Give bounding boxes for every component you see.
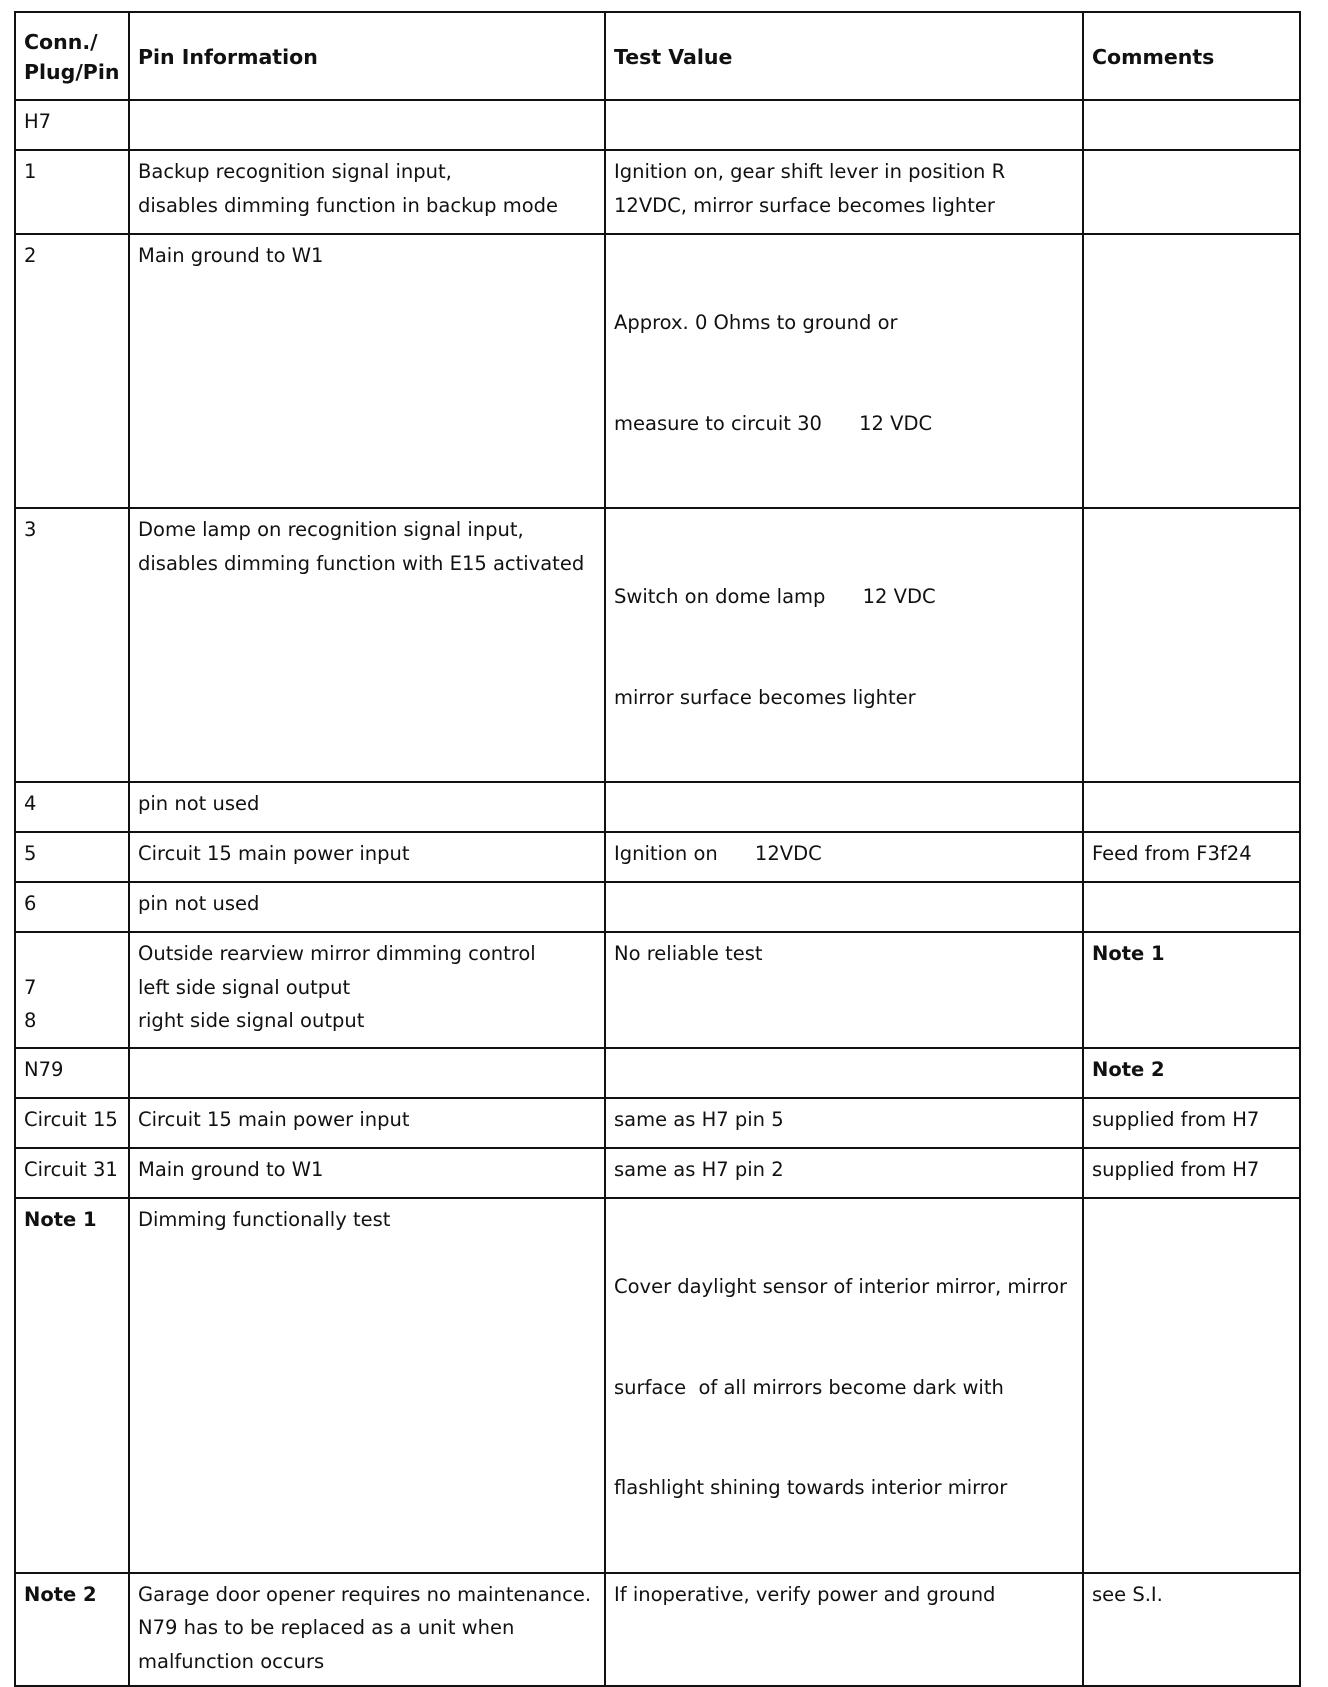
test-cell bbox=[605, 832, 1083, 882]
comment-cell bbox=[1083, 882, 1300, 932]
conn-cell bbox=[15, 1148, 129, 1198]
info-cell bbox=[129, 1048, 605, 1098]
table-row bbox=[15, 1048, 1300, 1098]
header-test-value: Test Value bbox=[605, 12, 1083, 100]
cell-text: Outside rearview mirror dimming control bbox=[138, 942, 536, 965]
note-label: Note 1 bbox=[24, 1208, 97, 1231]
test-cell bbox=[605, 782, 1083, 832]
info-cell bbox=[129, 100, 605, 150]
table-row bbox=[15, 1148, 1300, 1198]
test-cell bbox=[605, 1573, 1083, 1686]
table-row bbox=[15, 1098, 1300, 1148]
conn-cell bbox=[15, 234, 129, 508]
conn-cell bbox=[15, 832, 129, 882]
note-reference: Note 1 bbox=[1092, 942, 1165, 965]
comment-cell bbox=[1083, 1198, 1300, 1573]
cell-text: Circuit 31 bbox=[24, 1158, 118, 1181]
test-cell bbox=[605, 1098, 1083, 1148]
conn-cell bbox=[15, 1573, 129, 1686]
cell-text: If inoperative, verify power and ground bbox=[614, 1582, 996, 1606]
cell-text: supplied from H7 bbox=[1092, 1108, 1260, 1131]
cell-text: 5 bbox=[24, 842, 37, 865]
table-row bbox=[15, 234, 1300, 508]
cell-text: Dome lamp on recognition signal input, bbox=[138, 518, 524, 541]
cell-text: Ignition on 12VDC bbox=[614, 842, 822, 865]
cell-text: see S.I. bbox=[1092, 1582, 1163, 1606]
info-cell bbox=[129, 1573, 605, 1686]
header-text: Plug/Pin bbox=[24, 60, 120, 84]
cell-text: measure to circuit 30 12 VDC bbox=[614, 411, 933, 435]
cell-text: disables dimming function in backup mode bbox=[138, 193, 559, 217]
header-pin-information: Pin Information bbox=[129, 12, 605, 100]
comment-cell bbox=[1083, 1048, 1300, 1098]
cell-text: malfunction occurs bbox=[138, 1649, 325, 1673]
table-row bbox=[15, 932, 1300, 1048]
conn-cell bbox=[15, 508, 129, 782]
info-cell bbox=[129, 832, 605, 882]
comment-cell bbox=[1083, 508, 1300, 782]
cell-text: Feed from F3f24 bbox=[1092, 842, 1252, 865]
cell-text: Dimming functionally test bbox=[138, 1208, 391, 1231]
table-row bbox=[15, 1198, 1300, 1573]
cell-text: N79 bbox=[24, 1058, 64, 1081]
conn-cell bbox=[15, 1048, 129, 1098]
cell-text: Garage door opener requires no maintenance. bbox=[138, 1582, 592, 1606]
cell-text: Main ground to W1 bbox=[138, 244, 324, 267]
cell-text bbox=[24, 937, 121, 971]
header-text: Conn./ bbox=[24, 30, 98, 54]
comment-cell bbox=[1083, 932, 1300, 1048]
cell-text: supplied from H7 bbox=[1092, 1158, 1260, 1181]
test-cell bbox=[605, 1148, 1083, 1198]
info-cell bbox=[129, 508, 605, 782]
conn-cell bbox=[15, 882, 129, 932]
table-row bbox=[15, 150, 1300, 234]
cell-text: right side signal output bbox=[138, 1009, 365, 1032]
comment-cell bbox=[1083, 832, 1300, 882]
info-cell bbox=[129, 234, 605, 508]
cell-text: left side signal output bbox=[138, 975, 351, 999]
cell-text: surface of all mirrors become dark with bbox=[614, 1375, 1004, 1399]
cell-text: No reliable test bbox=[614, 942, 763, 965]
cell-text: 12VDC, mirror surface becomes lighter bbox=[614, 193, 995, 217]
cell-text: 1 bbox=[24, 160, 37, 183]
conn-cell bbox=[15, 1098, 129, 1148]
comment-cell bbox=[1083, 100, 1300, 150]
table-row bbox=[15, 100, 1300, 150]
cell-text: Main ground to W1 bbox=[138, 1158, 324, 1181]
cell-text: mirror surface becomes lighter bbox=[614, 685, 916, 709]
cell-text: 4 bbox=[24, 792, 37, 815]
cell-text: Switch on dome lamp 12 VDC bbox=[614, 585, 936, 608]
cell-text: pin not used bbox=[138, 792, 260, 815]
table-header-row bbox=[15, 12, 1300, 100]
pin-information-table bbox=[14, 11, 1301, 1687]
cell-text: disables dimming function with E15 activated bbox=[138, 551, 585, 575]
cell-text: H7 bbox=[24, 110, 52, 133]
comment-cell bbox=[1083, 1098, 1300, 1148]
test-cell bbox=[605, 1048, 1083, 1098]
test-cell bbox=[605, 234, 1083, 508]
cell-text: Circuit 15 main power input bbox=[138, 842, 410, 865]
cell-text: pin not used bbox=[138, 892, 260, 915]
comment-cell bbox=[1083, 234, 1300, 508]
conn-cell bbox=[15, 782, 129, 832]
conn-cell bbox=[15, 932, 129, 1048]
table-row bbox=[15, 508, 1300, 782]
cell-text: 6 bbox=[24, 892, 37, 915]
table-row bbox=[15, 782, 1300, 832]
conn-cell bbox=[15, 1198, 129, 1573]
cell-text: same as H7 pin 5 bbox=[614, 1108, 784, 1131]
cell-text: 3 bbox=[24, 518, 37, 541]
comment-cell bbox=[1083, 1573, 1300, 1686]
conn-cell bbox=[15, 150, 129, 234]
info-cell bbox=[129, 1198, 605, 1573]
test-cell bbox=[605, 932, 1083, 1048]
test-cell bbox=[605, 508, 1083, 782]
cell-text: Cover daylight sensor of interior mirror, mirror bbox=[614, 1275, 1068, 1298]
note-label: Note 2 bbox=[24, 1582, 97, 1606]
test-cell bbox=[605, 882, 1083, 932]
cell-text: Approx. 0 Ohms to ground or bbox=[614, 311, 898, 334]
table-row bbox=[15, 832, 1300, 882]
conn-cell bbox=[15, 100, 129, 150]
cell-text: flashlight shining towards interior mirror bbox=[614, 1476, 1008, 1499]
info-cell bbox=[129, 932, 605, 1048]
test-cell bbox=[605, 150, 1083, 234]
table-row bbox=[15, 882, 1300, 932]
cell-text: N79 has to be replaced as a unit when bbox=[138, 1616, 515, 1639]
table-row bbox=[15, 1573, 1300, 1686]
cell-text: 2 bbox=[24, 244, 37, 267]
cell-text: same as H7 pin 2 bbox=[614, 1158, 784, 1181]
info-cell bbox=[129, 1148, 605, 1198]
header-comments: Comments bbox=[1083, 12, 1300, 100]
info-cell bbox=[129, 150, 605, 234]
cell-text: Circuit 15 main power input bbox=[138, 1108, 410, 1131]
test-cell bbox=[605, 100, 1083, 150]
cell-text: 7 bbox=[24, 975, 37, 999]
test-cell bbox=[605, 1198, 1083, 1573]
comment-cell bbox=[1083, 1148, 1300, 1198]
comment-cell bbox=[1083, 782, 1300, 832]
info-cell bbox=[129, 882, 605, 932]
comment-cell bbox=[1083, 150, 1300, 234]
cell-text: Backup recognition signal input, bbox=[138, 160, 452, 183]
cell-text: 8 bbox=[24, 1009, 37, 1032]
cell-text: Ignition on, gear shift lever in position R bbox=[614, 160, 1006, 183]
note-reference: Note 2 bbox=[1092, 1058, 1165, 1081]
info-cell bbox=[129, 1098, 605, 1148]
info-cell bbox=[129, 782, 605, 832]
cell-text: Circuit 15 bbox=[24, 1108, 118, 1131]
header-conn-plug-pin bbox=[15, 12, 129, 100]
